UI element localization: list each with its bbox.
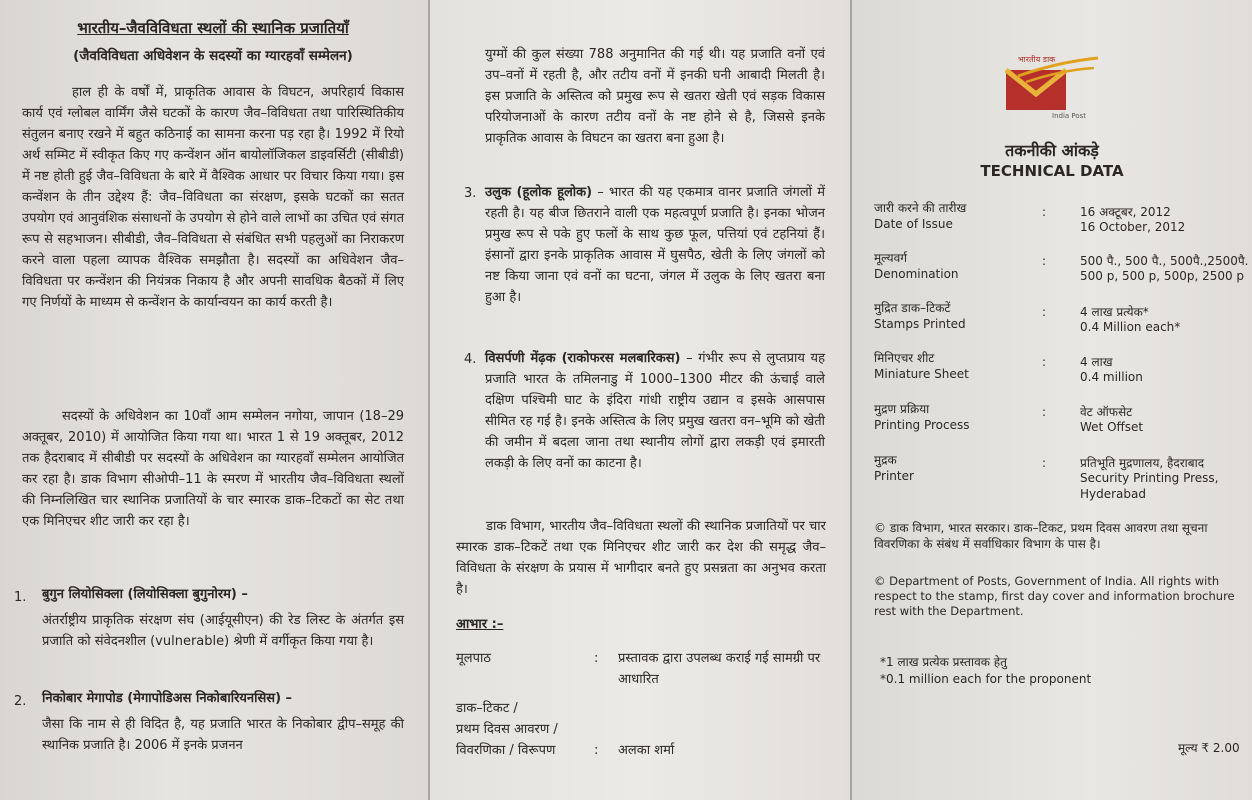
technical-title-hindi: तकनीकी आंकड़े: [1005, 141, 1099, 160]
credit-value: अलका शर्मा: [618, 743, 675, 758]
label-english: Printing Process: [874, 418, 970, 432]
species-text: अंतर्राष्ट्रीय प्राकृतिक संरक्षण संघ (आईयूसीएन) की रेड लिस्ट के अंतर्गत इस प्रजाति को संवेदनशील (vulnerable) श्रेणी में वर्गीकृत किया गया है।: [42, 613, 404, 649]
row-colon: :: [1042, 254, 1047, 268]
species-heading: निकोबार मेगापोड (मेगापोडिअस निकोबारियनसिस) –: [42, 691, 293, 706]
right-page: [852, 0, 1252, 800]
value-hindi: वेट ऑफसेट: [1080, 405, 1133, 419]
value-english: 0.4 million: [1080, 370, 1143, 384]
left-page: [0, 0, 428, 800]
row-colon: :: [1042, 305, 1047, 319]
item-number: 1.: [14, 590, 27, 605]
footnote-english: *0.1 million each for the proponent: [880, 672, 1092, 686]
label-hindi: जारी करने की तारीख: [874, 201, 967, 215]
conference-paragraph: सदस्यों के अधिवेशन का 10वाँ आम सम्मेलन नगोया, जापान (18–29 अक्तूबर, 2010) में आयोजित किया गया था। भारत 1 से 19 अक्तूबर, 2012 तक हैदराबाद में सीबीडी पर सदस्यों के अधिवेशन का ग्यारहवाँ सम्मेलन आयोजित कर रहा है। डाक विभाग सीओपी–11 के स्मरण में भारतीय जैव–विविधता स्थलों की निम्नलिखित चार स्थानिक प्रजातियों के चार स्मारक डाक–टिकटों का सेट तथा एक मिनिएचर शीट जारी कर रहा है।: [22, 409, 404, 529]
species-heading: बुगुन लियोसिक्ला (लियोसिक्ला बुगुनोरम) –: [42, 587, 248, 602]
footnote-hindi: *1 लाख प्रत्येक प्रस्तावक हेतु: [880, 655, 1007, 669]
label-english: Denomination: [874, 267, 959, 281]
page-subtitle: (जैवविविधता अधिवेशन के सदस्यों का ग्यारहवाँ सम्मेलन): [73, 48, 353, 64]
label-hindi: मिनिएचर शीट: [874, 351, 935, 365]
value-hindi: 500 पै., 500 पै., 500पै.,2500पै.: [1080, 254, 1249, 268]
credit-label: मूलपाठ: [456, 651, 491, 666]
credit-label: प्रथम दिवस आवरण /: [456, 722, 558, 737]
price-label: मूल्य ₹ 2.00: [1178, 741, 1240, 755]
page-title: भारतीय–जैवविविधता स्थलों की स्थानिक प्रजातियाँ: [77, 19, 349, 37]
label-english: Printer: [874, 469, 914, 483]
credit-value: प्रस्तावक द्वारा उपलब्ध कराई गई सामग्री पर आधारित: [618, 651, 821, 687]
technical-title: TECHNICAL DATA: [980, 162, 1124, 180]
copyright-english: © Department of Posts, Government of India. All rights with respect to the stamp, first day cover and information brochure rest with the Department.: [874, 574, 1235, 618]
species-entry: [485, 182, 825, 308]
intro-paragraph: हाल ही के वर्षों में, प्राकृतिक आवास के विघटन, अपरिहार्य विकास कार्य एवं ग्लोबल वार्मिंग जैसे घटकों के कारण जैव–विविधता तथा पारिस्थितिकीय संतुलन बनाए रखने में बहुत कठिनाई का सामना करना पड़ रहा है। 1992 में रियो अर्थ सम्मिट में स्वीकृत किए गए कन्वेंशन ऑन बायोलॉजिकल डाइवर्सिटी (सीबीडी) में नष्ट होती हुई जैव–विविधता के बारे में वैश्विक आधार पर विचार किया गया। इस कन्वेंशन के तीन उद्देश्य हैं: जैव–विविधता का संरक्षण, इसके घटकों का सतत उपयोग एवं आनुवंशिक संसाधनों के उपयोग से होने वाले लाभों का उचित एवं संगत रूप से सहभाजन। सीबीडी, जैव–विविधता से संबंधित सभी पहलुओं का निराकरण करने वाला पहला व्यापक वैश्विक समझौता है। सदस्यों का अधिवेशन जैव–विविधता पर कन्वेंशन की नियंत्रक निकाय है और अपनी सावधिक बैठकों में लिए गए निर्णयों के माध्यम से कन्वेंशन के कार्यान्वयन का कार्य करती है।: [22, 85, 404, 310]
value-hindi: 4 लाख प्रत्येक*: [1080, 305, 1149, 319]
logo-text: भारतीय डाक: [1018, 55, 1056, 64]
species-heading: विसर्पणी मेंढ़क (राकोफरस मलबारिकस): [485, 351, 681, 366]
row-colon: :: [1042, 456, 1047, 470]
continued-text: युग्मों की कुल संख्या 788 अनुमानित की गई थी। यह प्रजाति वनों एवं उप–वनों में रहती है, और तटीय वनों में इनकी घनी आबादी मिलती है। इस प्रजाति के अस्तित्व को प्रमुख रूप से खतरा खेती एवं सड़क विकास परियोजनाओं के कारण तटीय वनों के नष्ट होने से है, जिससे इनके प्राकृतिक आवास के विघटन का खतरा बना हुआ है।: [485, 47, 825, 146]
logo-subtext: India Post: [1052, 112, 1087, 120]
value-english: 500 p, 500 p, 500p, 2500 p: [1080, 269, 1245, 283]
value-english: Wet Offset: [1080, 420, 1144, 434]
label-hindi: मूल्यवर्ग: [874, 251, 908, 265]
closing-paragraph: डाक विभाग, भारतीय जैव–विविधता स्थलों की स्थानिक प्रजातियों पर चार स्मारक डाक–टिकटें तथा एक मिनिएचर शीट जारी कर देश की समृद्ध जैव–विविधता के संरक्षण के प्रयास में भागीदार बनते हुए प्रसन्नता का अनुभव करता है।: [456, 519, 826, 597]
species-text: – भारत की यह एकमात्र वानर प्रजाति जंगलों में रहती है। यह बीज छितराने वाली एक महत्वपूर्ण प्रजाति है। इनका भोजन प्रमुख रूप से पके हुए फलों के साथ कुछ फूल, पत्तियां एवं टहनियां हैं। इंसानों द्वारा इनके प्राकृतिक आवास में घुसपैठ, खेती के लिए जंगलों को नष्ट किया जाना एवं वनों का घटना, जंगल में उलुक के लिए खतरा बना हुआ है।: [485, 185, 825, 305]
row-colon: :: [1042, 355, 1047, 369]
value-english: 0.4 Million each*: [1080, 320, 1181, 334]
species-heading: उलुक (हूलोक हूलोक): [485, 185, 593, 200]
credit-colon: :: [594, 651, 599, 666]
credit-colon: :: [594, 743, 599, 758]
label-hindi: मुद्रित डाक–टिकटें: [874, 301, 951, 315]
row-colon: :: [1042, 405, 1047, 419]
species-text: जैसा कि नाम से ही विदित है, यह प्रजाति भारत के निकोबार द्वीप–समूह की स्थानिक प्रजाति है। 2006 में इनके प्रजनन: [42, 717, 404, 753]
species-text: – गंभीर रूप से लुप्तप्राय यह प्रजाति भारत के तमिलनाडु में 1000–1300 मीटर की ऊंचाई वाले दक्षिण पश्चिमी घाट के इंदिरा गांधी राष्ट्रीय उद्यान व इसके आसपास सीमित रह गई है। इनके अस्तित्व के लिए प्रमुख खतरा वन–भूमि को खेती की जमीन में बदला जाना तथा स्थानीय लोगों द्वारा लकड़ी एवं इमारती लकड़ी के लिए वनों का काटना है।: [485, 351, 825, 471]
value-hindi: प्रतिभूति मुद्रणालय, हैदराबाद: [1080, 456, 1205, 470]
value-english: 16 October, 2012: [1080, 220, 1186, 234]
value-hindi: 16 अक्टूबर, 2012: [1080, 205, 1171, 219]
copyright-hindi: © डाक विभाग, भारत सरकार। डाक–टिकट, प्रथम दिवस आवरण तथा सूचना विवरणिका के संबंध में सर्वाधिकार विभाग के पास है।: [874, 521, 1208, 551]
credits-title: आभार :–: [456, 617, 504, 632]
item-number: 4.: [464, 352, 477, 367]
item-number: 3.: [464, 186, 477, 201]
india-post-logo: [998, 52, 1108, 122]
label-english: Date of Issue: [874, 217, 953, 231]
credit-label: डाक–टिकट /: [456, 701, 518, 716]
label-english: Stamps Printed: [874, 317, 966, 331]
label-hindi: मुद्रक: [874, 453, 897, 467]
label-hindi: मुद्रण प्रक्रिया: [874, 402, 930, 416]
value-english: Security Printing Press, Hyderabad: [1080, 471, 1219, 501]
label-english: Miniature Sheet: [874, 367, 969, 381]
item-number: 2.: [14, 694, 27, 709]
species-entry: [485, 348, 825, 474]
credit-label: विवरणिका / विरूपण: [456, 743, 556, 758]
value-hindi: 4 लाख: [1080, 355, 1113, 369]
middle-page: [430, 0, 850, 800]
row-colon: :: [1042, 205, 1047, 219]
